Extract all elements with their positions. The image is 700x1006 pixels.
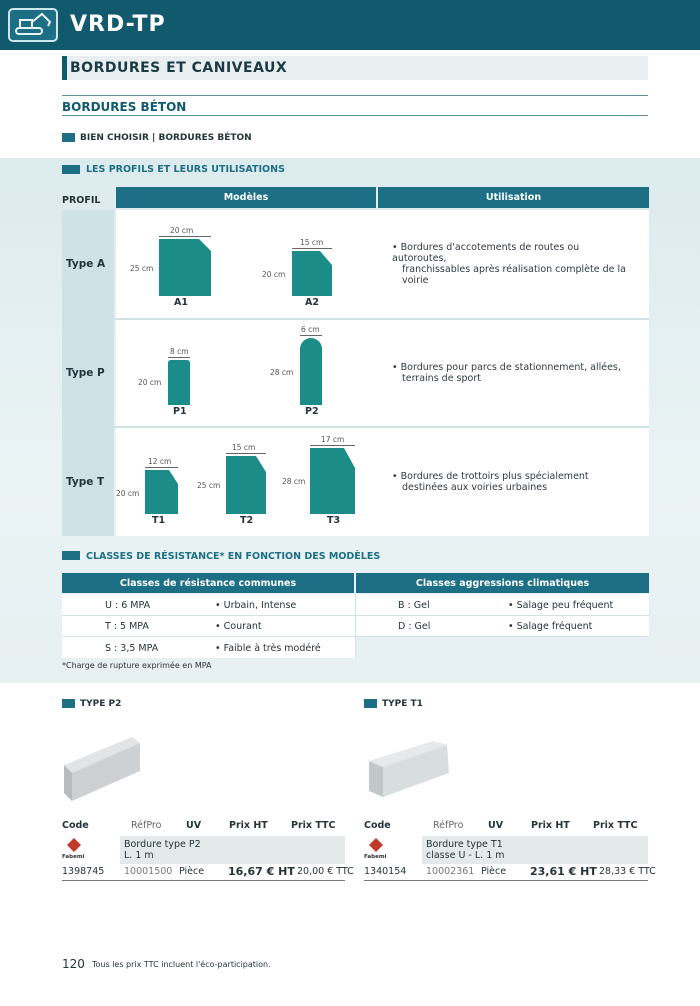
bullet-square bbox=[62, 551, 80, 560]
th-refpro: RéfPro bbox=[433, 820, 464, 831]
row-underline bbox=[364, 880, 648, 881]
model-label-t1: T1 bbox=[152, 515, 166, 526]
dim-line bbox=[145, 467, 178, 468]
product-desc-line: Bordure type P2 bbox=[124, 839, 201, 850]
dim-line bbox=[292, 248, 332, 249]
use-text: • Bordures de trottoirs plus spécialement bbox=[392, 471, 589, 482]
dim-height-t1: 20 cm bbox=[116, 489, 140, 498]
profile-shape-t2 bbox=[226, 456, 266, 514]
dim-width-p1: 8 cm bbox=[170, 347, 189, 356]
dim-width-a2: 15 cm bbox=[300, 238, 324, 247]
dim-width-p2: 6 cm bbox=[301, 325, 320, 334]
profile-shape-t1 bbox=[145, 470, 178, 514]
dim-height-a1: 25 cm bbox=[130, 264, 154, 273]
th-code: Code bbox=[364, 820, 391, 831]
row-label-type-a: Type A bbox=[62, 210, 114, 318]
class-code: D : Gel bbox=[398, 620, 431, 632]
dim-line bbox=[310, 445, 355, 446]
use-cell-a bbox=[378, 210, 649, 318]
section-title: BORDURES ET CANIVEAUX bbox=[70, 60, 288, 76]
dim-line bbox=[226, 453, 266, 454]
dim-height-a2: 20 cm bbox=[262, 270, 286, 279]
product-price-ttc: 20,00 € TTC bbox=[297, 866, 354, 877]
use-text: • Bordures d'accotements de routes ou autoroutes, bbox=[392, 242, 580, 264]
th-uv: UV bbox=[186, 820, 202, 831]
th-prix-ttc: Prix TTC bbox=[593, 820, 638, 831]
class-desc: • Salage fréquent bbox=[508, 620, 593, 632]
product-desc-line: classe U - L. 1 m bbox=[426, 850, 505, 861]
bullet-square bbox=[62, 165, 80, 174]
dim-width-t2: 15 cm bbox=[232, 443, 256, 452]
th-prix-ht: Prix HT bbox=[531, 820, 570, 831]
class-code: T : 5 MPA bbox=[105, 620, 149, 632]
dim-width-t3: 17 cm bbox=[321, 435, 345, 444]
product-image-t1 bbox=[367, 739, 451, 799]
page-title: VRD-TP bbox=[70, 12, 166, 37]
dim-line bbox=[159, 236, 211, 237]
model-label-a1: A1 bbox=[174, 297, 188, 308]
product-type-t1: TYPE T1 bbox=[382, 699, 423, 709]
product-refpro: 10001500 bbox=[124, 866, 173, 877]
th-uv: UV bbox=[488, 820, 504, 831]
models-cell-a bbox=[116, 210, 378, 318]
class-code: B : Gel bbox=[398, 599, 430, 611]
bullet-square bbox=[364, 699, 377, 708]
footnote-mpa: *Charge de rupture exprimée en MPA bbox=[62, 661, 212, 670]
row-label-type-t: Type T bbox=[62, 428, 114, 536]
footer-note: Tous les prix TTC incluent l'éco-participation. bbox=[92, 960, 271, 969]
profile-shape-p2 bbox=[300, 338, 322, 405]
model-label-t2: T2 bbox=[240, 515, 254, 526]
classes-title: CLASSES DE RÉSISTANCE* EN FONCTION DES MODÈLES bbox=[86, 551, 381, 562]
page-number: 120 bbox=[62, 957, 85, 971]
product-desc bbox=[124, 839, 201, 861]
product-code: 1398745 bbox=[62, 866, 105, 877]
th-prix-ttc: Prix TTC bbox=[291, 820, 336, 831]
class-code: S : 3,5 MPA bbox=[105, 642, 159, 654]
model-label-p1: P1 bbox=[173, 406, 187, 417]
divider bbox=[62, 95, 648, 96]
product-price-ht: 23,61 € HT bbox=[530, 865, 597, 878]
model-label-p2: P2 bbox=[305, 406, 319, 417]
use-text: • Bordures pour parcs de stationnement, allées, bbox=[392, 362, 621, 373]
col-profil: PROFIL bbox=[62, 195, 101, 206]
use-cell-p bbox=[378, 320, 649, 426]
dim-height-p1: 20 cm bbox=[138, 378, 162, 387]
use-text: destinées aux voiries urbaines bbox=[402, 482, 548, 493]
class-code: U : 6 MPA bbox=[105, 599, 151, 611]
profile-shape-a1 bbox=[159, 239, 211, 296]
class-desc: • Urbain, Intense bbox=[215, 599, 297, 611]
use-text: terrains de sport bbox=[402, 373, 481, 384]
product-code: 1340154 bbox=[364, 866, 407, 877]
product-refpro: 10002361 bbox=[426, 866, 475, 877]
brand-label: Fabemi bbox=[364, 854, 387, 860]
choose-label: BIEN CHOISIR | BORDURES BÉTON bbox=[80, 133, 252, 143]
class-desc: • Faible à très modéré bbox=[215, 642, 321, 654]
model-label-a2: A2 bbox=[305, 297, 319, 308]
empty-cell bbox=[356, 637, 649, 658]
product-desc-line: Bordure type T1 bbox=[426, 839, 503, 850]
profile-shape-p1 bbox=[168, 360, 190, 405]
product-price-ttc: 28,33 € TTC bbox=[599, 866, 656, 877]
bullet-square bbox=[62, 699, 75, 708]
product-desc-line: L. 1 m bbox=[124, 850, 154, 861]
profile-shape-a2 bbox=[292, 251, 332, 296]
brand-label: Fabemi bbox=[62, 854, 85, 860]
bullet-square bbox=[62, 133, 75, 142]
class-desc: • Salage peu fréquent bbox=[508, 599, 614, 611]
excavator-icon bbox=[8, 8, 58, 42]
product-desc bbox=[426, 839, 505, 861]
product-image-p2 bbox=[62, 735, 142, 801]
product-uv: Pièce bbox=[481, 866, 507, 877]
row-label-type-p: Type P bbox=[62, 320, 114, 426]
dim-width-t1: 12 cm bbox=[148, 457, 172, 466]
use-cell-t bbox=[378, 428, 649, 536]
row-underline bbox=[62, 880, 345, 881]
th-code: Code bbox=[62, 820, 89, 831]
product-price-ht: 16,67 € HT bbox=[228, 865, 295, 878]
th-refpro: RéfPro bbox=[131, 820, 162, 831]
class-desc: • Courant bbox=[215, 620, 262, 632]
dim-height-t2: 25 cm bbox=[197, 481, 221, 490]
classes-head-right: Classes aggressions climatiques bbox=[356, 573, 649, 593]
dim-width-a1: 20 cm bbox=[170, 226, 194, 235]
subsection-title: BORDURES BÉTON bbox=[62, 100, 187, 114]
dim-height-t3: 28 cm bbox=[282, 477, 306, 486]
models-cell-p bbox=[116, 320, 378, 426]
dim-line bbox=[168, 357, 190, 358]
profils-title: LES PROFILS ET LEURS UTILISATIONS bbox=[86, 164, 285, 175]
classes-head-left: Classes de résistance communes bbox=[62, 573, 354, 593]
page-header bbox=[0, 0, 700, 50]
divider bbox=[62, 115, 648, 116]
model-label-t3: T3 bbox=[327, 515, 341, 526]
use-text: franchissables après réalisation complète de la voirie bbox=[402, 264, 626, 286]
col-modeles: Modèles bbox=[116, 187, 376, 208]
product-type-p2: TYPE P2 bbox=[80, 699, 122, 709]
col-utilisation: Utilisation bbox=[378, 187, 649, 208]
product-uv: Pièce bbox=[179, 866, 205, 877]
dim-line bbox=[300, 335, 322, 336]
profile-shape-t3 bbox=[310, 448, 355, 514]
dim-height-p2: 28 cm bbox=[270, 368, 294, 377]
th-prix-ht: Prix HT bbox=[229, 820, 268, 831]
